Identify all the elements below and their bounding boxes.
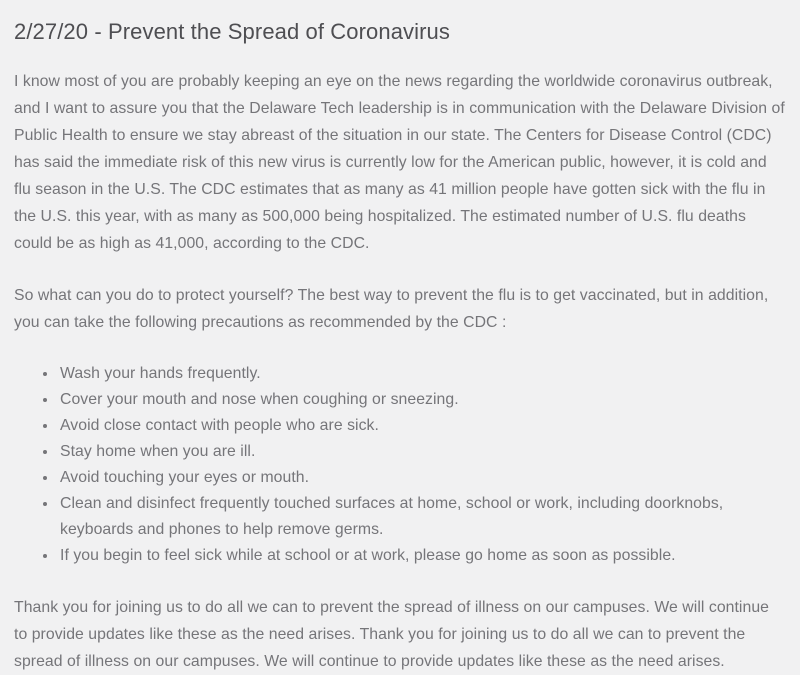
page-title: 2/27/20 - Prevent the Spread of Coronavirus	[14, 19, 450, 44]
intro-paragraph: I know most of you are probably keeping an eye on the news regarding the worldwide coronavirus outbreak, and I want to assure you that the Delaware Tech leadership is in communication with the Delaware Division of Public Health to ensure we stay abreast of the situation in our state. The Centers for Disease Control (CDC) has said the immediate risk of this new virus is currently low for the American public, however, it is cold and flu season in the U.S. The CDC estimates that as many as 41 million people have gotten sick with the flu in the U.S. this year, with as many as 500,000 being hospitalized. The estimated number of U.S. flu deaths could be as high as 41,000, according to the CDC.	[14, 73, 785, 253]
list-item: • Cover your mouth and nose when coughing or sneezing.	[58, 387, 786, 413]
closing-paragraph: Thank you for joining us to do all we can to prevent the spread of illness on our campuses. We will continue to provide updates like these as the need arises. Thank you for joining us to do all we can to prevent the spread of illness on our campuses. We will continue to provide updates like these as the need arises.	[14, 599, 769, 671]
list-item: • Stay home when you are ill.	[58, 439, 786, 465]
list-item: • Avoid close contact with people who are sick.	[58, 413, 786, 439]
precautions-list	[14, 361, 786, 569]
list-item: • Avoid touching your eyes or mouth.	[58, 465, 786, 491]
list-item: • Clean and disinfect frequently touched surfaces at home, school or work, including doorknobs, keyboards and phones to help remove germs.	[58, 491, 786, 543]
list-item: • If you begin to feel sick while at school or at work, please go home as soon as possible.	[58, 543, 786, 569]
list-item: • Wash your hands frequently.	[58, 361, 786, 387]
precautions-intro-paragraph: So what can you do to protect yourself? The best way to prevent the flu is to get vaccinated, but in addition, you can take the following precautions as recommended by the CDC :	[14, 287, 769, 332]
